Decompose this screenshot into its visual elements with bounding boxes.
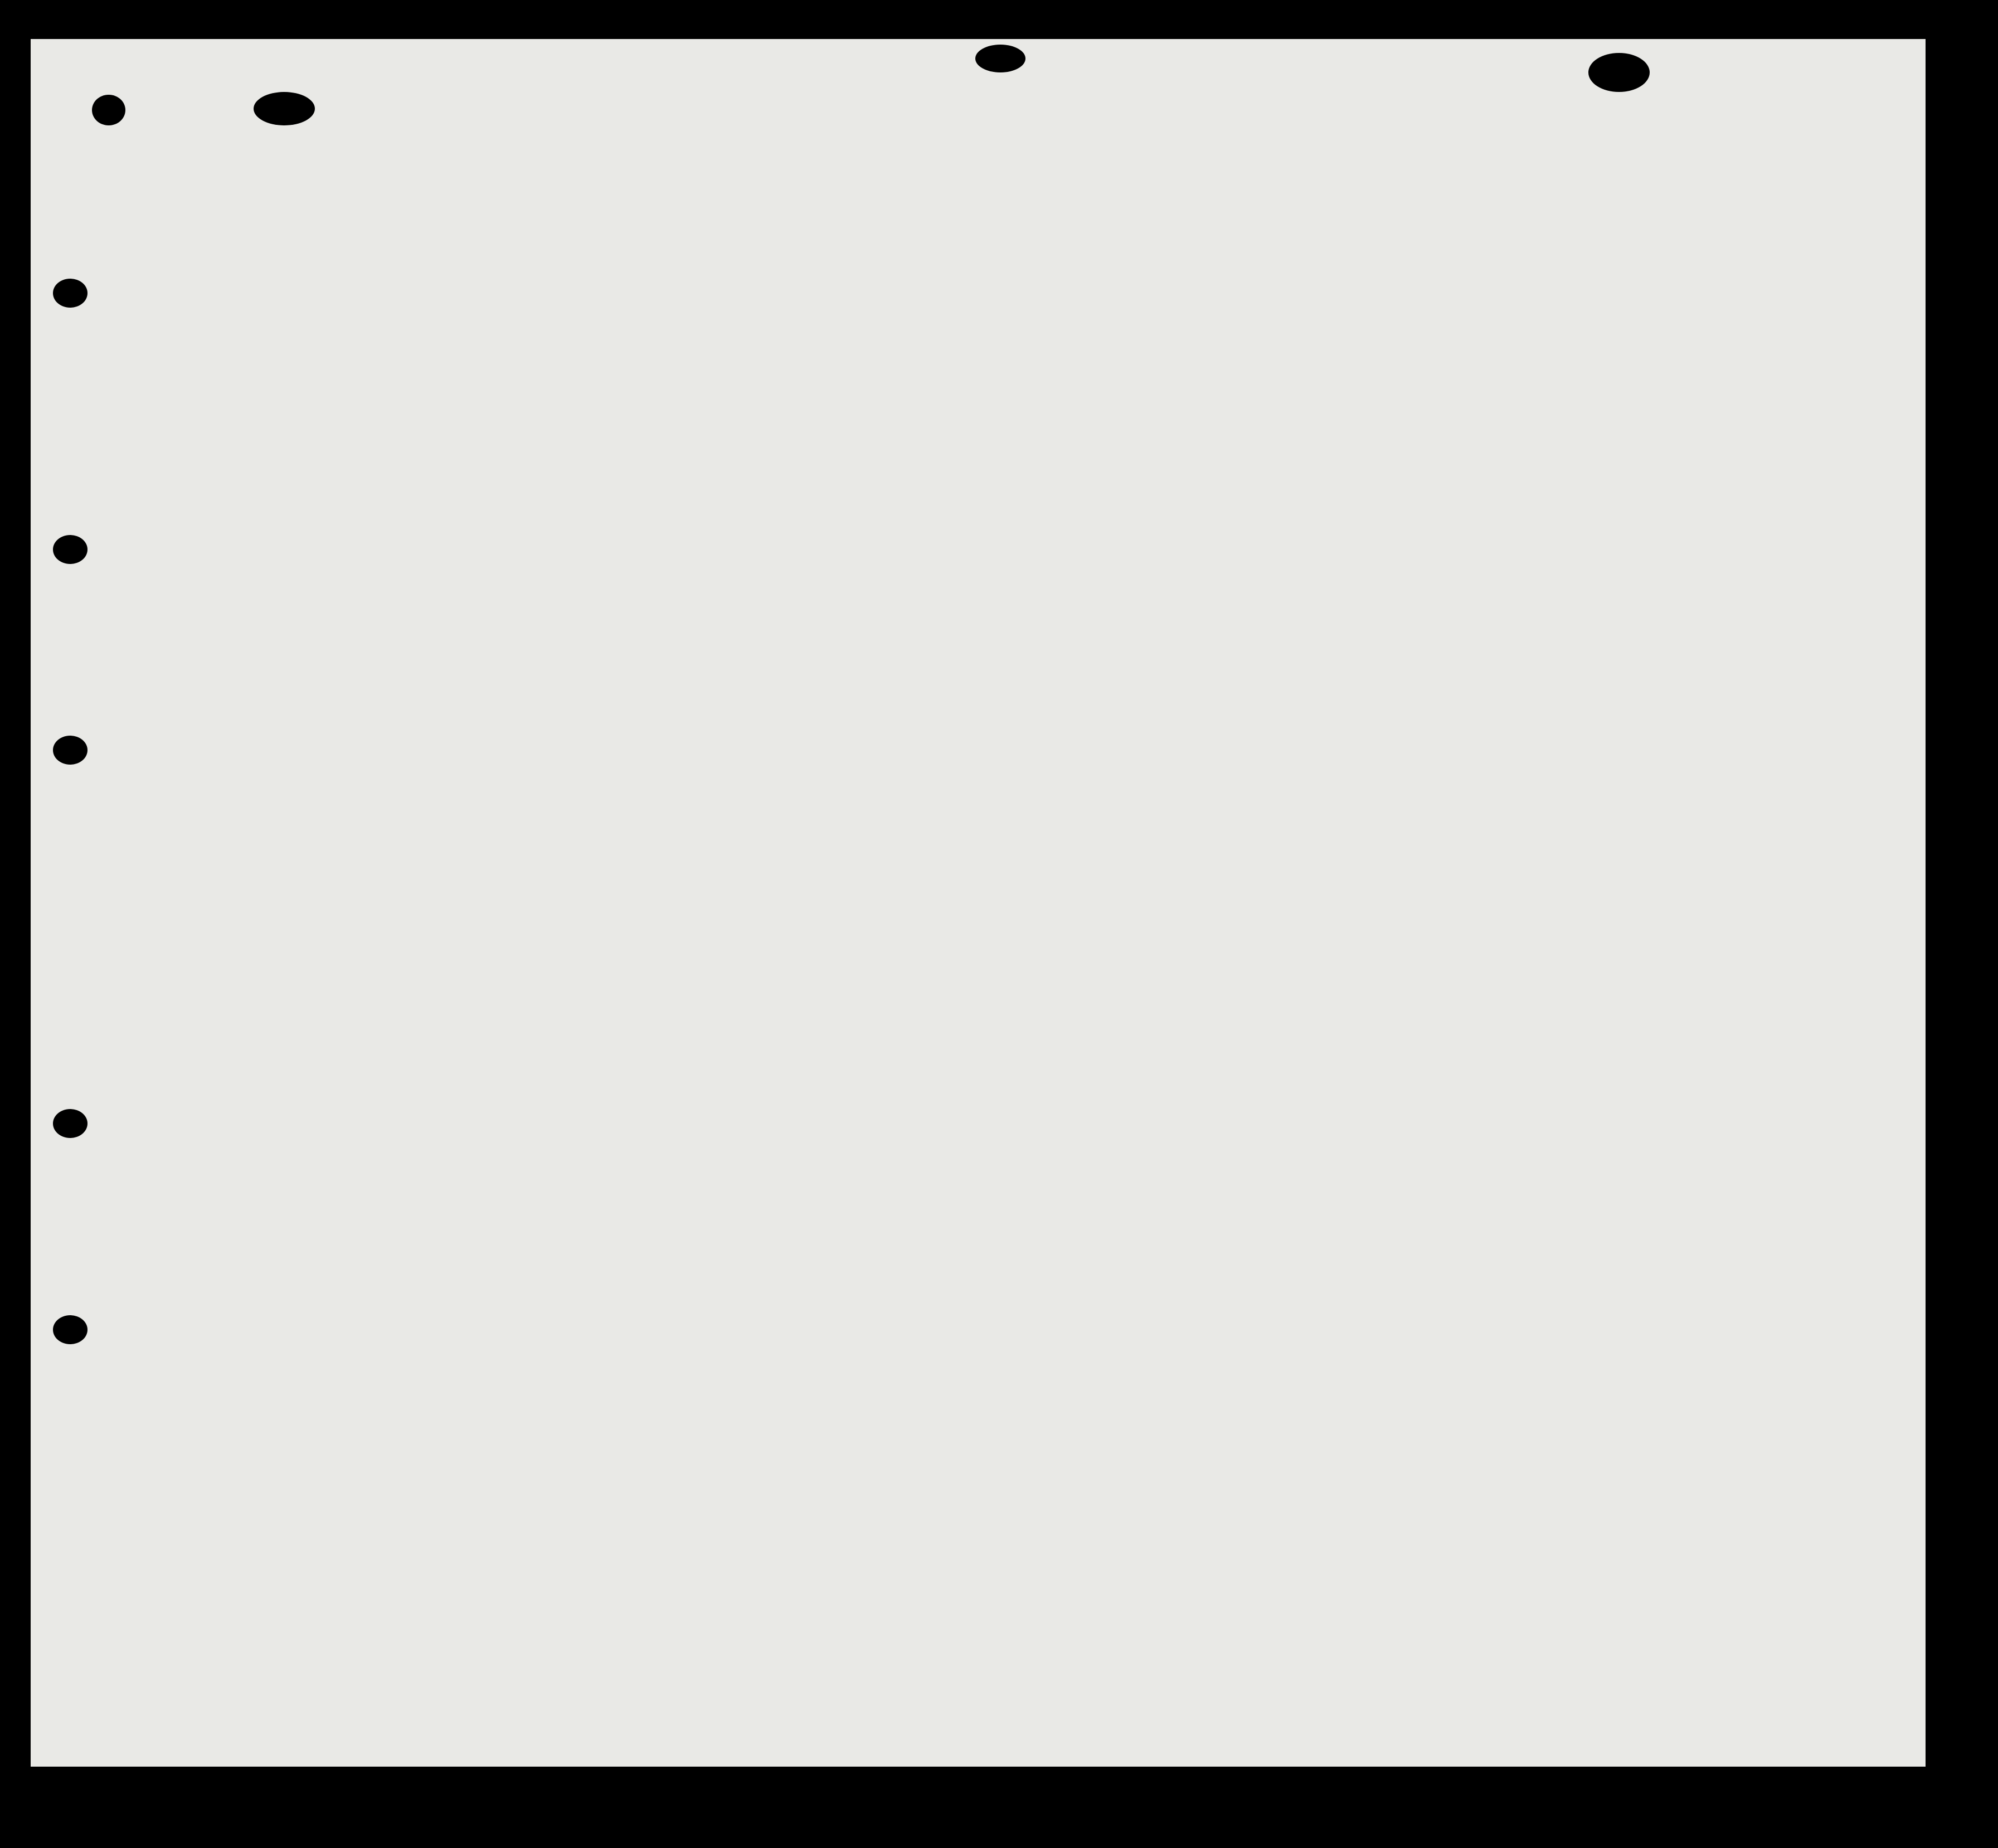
punch-hole [53, 736, 87, 765]
punch-hole [53, 535, 87, 564]
ink-blot [92, 95, 125, 125]
ink-blot [975, 45, 1025, 72]
punch-hole [53, 1315, 87, 1344]
ink-blot [254, 92, 315, 125]
punch-hole [53, 1109, 87, 1138]
punch-hole [53, 279, 87, 308]
ink-blot [1588, 53, 1650, 92]
manifest-sheet [31, 39, 1926, 1767]
